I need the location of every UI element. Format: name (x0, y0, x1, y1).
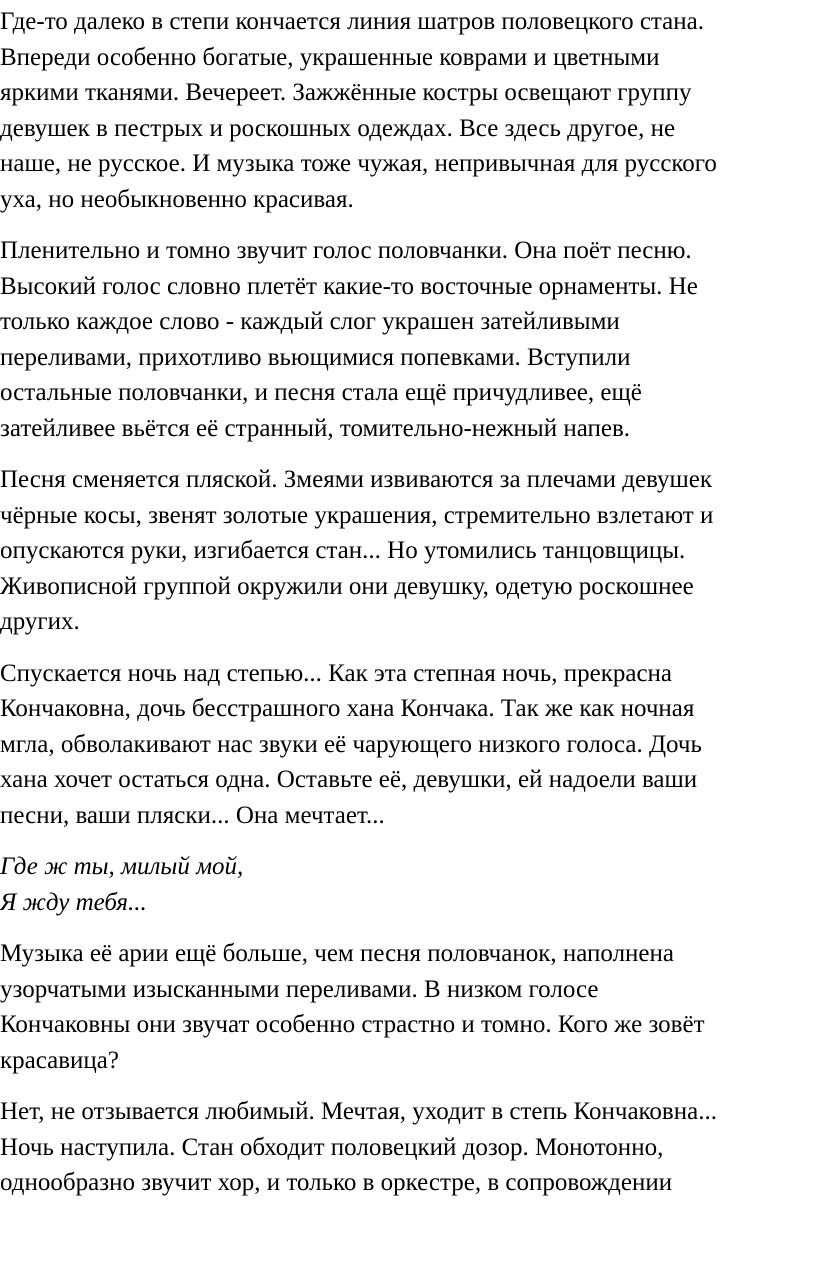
text-line: чёрные косы, звенят золотые украшения, стремительно взлетают и (0, 501, 714, 529)
paragraph-7 (0, 1094, 816, 1201)
text-line: уха, но необыкновенно красивая. (0, 185, 354, 213)
text-line: Кончаковны они звучат особенно страстно и томно. Кого же зовёт (0, 1011, 705, 1038)
text-line: остальные половчанки, и песня стала ещё причудливее, ещё (0, 379, 642, 406)
text-line: Спускается ночь над степью... Как эта степная ночь, прекрасна (0, 659, 673, 687)
verse-line: Где ж ты, милый мой, (0, 853, 244, 880)
text-line: Живописной группой окружили они девушку, одетую роскошнее (0, 572, 694, 600)
text-line: только каждое слово - каждый слог украшен затейливыми (0, 308, 620, 335)
text-line: песни, ваши пляски... Она мечтает... (0, 801, 385, 829)
text-line: Музыка её арии ещё больше, чем песня половчанок, наполнена (0, 940, 674, 967)
text-line: других. (0, 608, 80, 635)
text-line: узорчатыми изысканными переливами. В низком голосе (0, 975, 599, 1003)
text-line: однообразно звучит хор, и только в оркестре, в сопровождении (0, 1169, 673, 1196)
text-line: Кончаковна, дочь бесстрашного хана Кончака. Так же как ночная (0, 695, 695, 722)
text-line: затейливее вьётся её странный, томительно-нежный напев. (0, 414, 631, 442)
paragraph-6 (0, 936, 816, 1078)
text-line: Высокий голос словно плетёт какие-то восточные орнаменты. Не (0, 272, 698, 300)
text-line: переливами, прихотливо вьющимися попевками. Вступили (0, 343, 631, 371)
text-line: Пленительно и томно звучит голос половчанки. Она поёт песню. (0, 237, 692, 264)
text-line: Впереди особенно богатые, украшенные коврами и цветными (0, 43, 660, 71)
verse-quote (0, 849, 816, 920)
text-line: хана хочет остаться одна. Оставьте её, девушки, ей надоели ваши (0, 766, 698, 793)
paragraph-1 (0, 4, 816, 217)
text-line: мгла, обволакивают нас звуки её чарующего низкого голоса. Дочь (0, 730, 702, 758)
text-line: Песня сменяется пляской. Змеями извиваются за плечами девушек (0, 466, 713, 493)
paragraph-2 (0, 233, 816, 446)
text-line: яркими тканями. Вечереет. Зажжённые костры освещают группу (0, 79, 692, 106)
text-line: Ночь наступила. Стан обходит половецкий дозор. Монотонно, (0, 1133, 664, 1161)
paragraph-3 (0, 462, 816, 640)
text-line: Нет, не отзывается любимый. Мечтая, уходит в степь Кончаковна... (0, 1098, 717, 1125)
text-line: красавица? (0, 1046, 119, 1074)
verse-line: Я жду тебя... (0, 888, 147, 916)
text-line: опускаются руки, изгибается стан... Но утомились танцовщицы. (0, 537, 686, 564)
text-line: наше, не русское. И музыка тоже чужая, непривычная для русского (0, 150, 717, 177)
paragraph-4 (0, 656, 816, 834)
text-line: девушек в пестрых и роскошных одеждах. Все здесь другое, не (0, 114, 676, 142)
text-line: Где-то далеко в степи кончается линия шатров половецкого стана. (0, 8, 704, 35)
